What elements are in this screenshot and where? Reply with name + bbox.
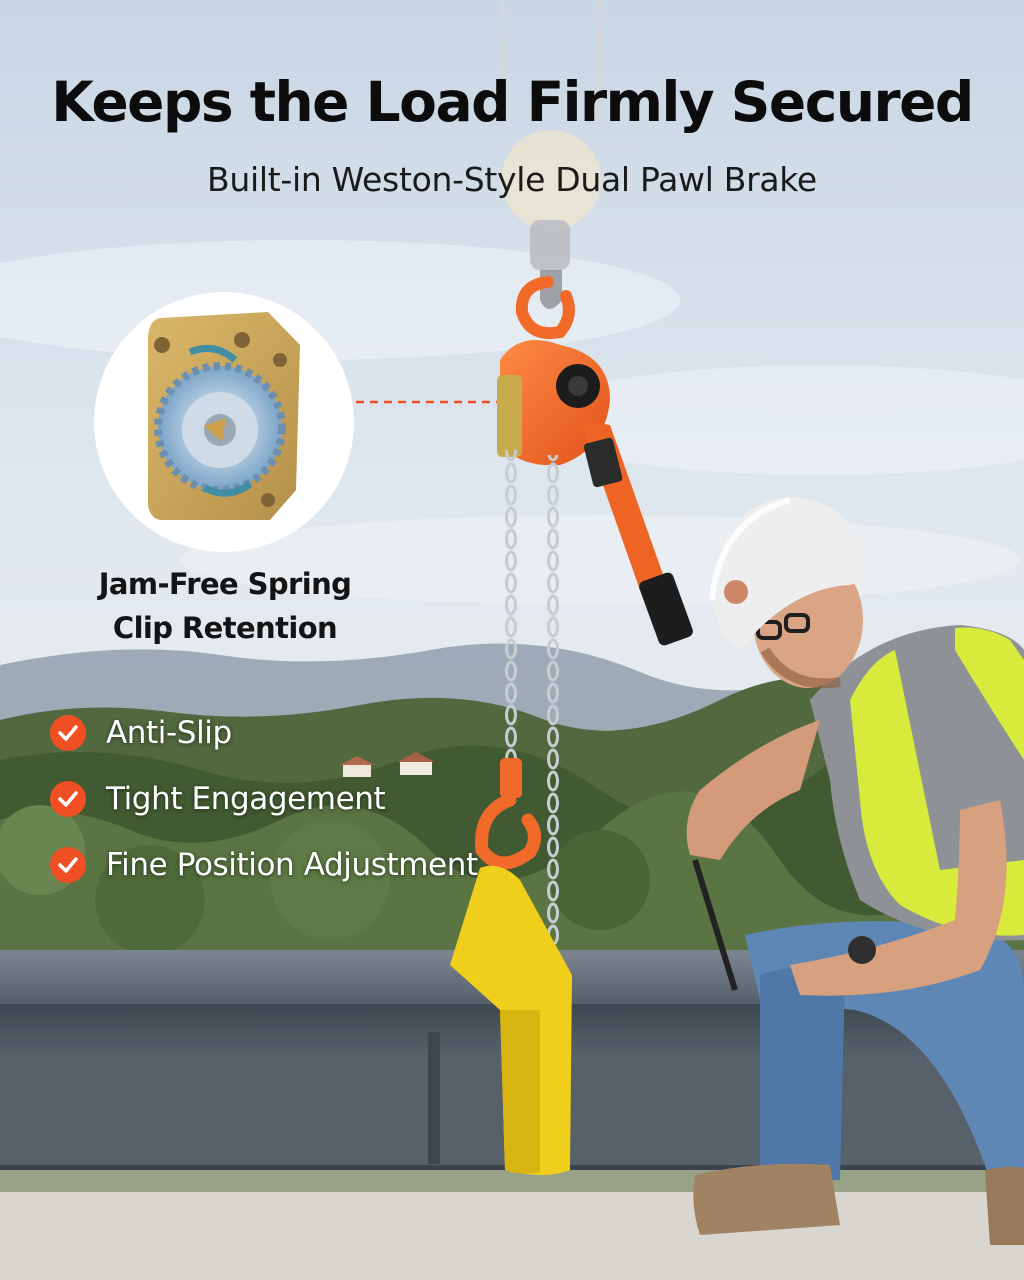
subheadline: Built-in Weston-Style Dual Pawl Brake [207, 160, 817, 199]
callout-title-line-1: Jam-Free Spring [98, 567, 352, 601]
feature-label: Tight Engagement [106, 781, 386, 817]
callout-title [70, 562, 380, 650]
feature-list [50, 700, 478, 898]
check-circle-icon [50, 847, 86, 883]
check-circle-icon [50, 781, 86, 817]
feature-label: Fine Position Adjustment [106, 847, 478, 883]
headline: Keeps the Load Firmly Secured [51, 70, 973, 134]
feature-item [50, 832, 478, 898]
feature-label: Anti-Slip [106, 715, 232, 751]
check-circle-icon [50, 715, 86, 751]
feature-item [50, 766, 478, 832]
callout-title-line-2: Clip Retention [112, 611, 338, 645]
feature-item [50, 700, 478, 766]
